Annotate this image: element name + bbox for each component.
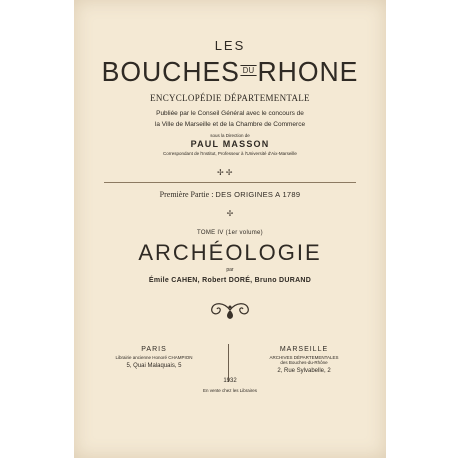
paris-city: PARIS — [141, 346, 167, 353]
volume-title: ARCHÉOLOGIE — [138, 240, 322, 265]
par-label: par — [226, 267, 234, 273]
director-title: Correspondant de l'Institut, Professeur à l'Université d'Aix-Marseille — [163, 151, 297, 156]
tome-label: TOME IV (1er volume) — [197, 230, 263, 236]
ornament-icon: ✢ ✢ — [217, 168, 233, 177]
publisher-line-1: Publiée par le Conseil Général avec le concours de — [156, 110, 304, 117]
sale-note: En vente chez les Libraires — [202, 388, 258, 393]
imprint-paris — [84, 346, 224, 369]
paris-publisher: Librairie ancienne Honoré CHAMPION — [115, 355, 193, 360]
book-title-page — [74, 0, 386, 458]
part-title: DES ORIGINES A 1789 — [215, 190, 301, 199]
director-name: PAUL MASSON — [190, 139, 270, 149]
part-prefix: Première Partie : — [159, 190, 214, 199]
marseille-publisher-2: des Bouches-du-Rhône — [280, 360, 328, 365]
main-title-left: BOUCHES — [101, 56, 240, 87]
title-article: LES — [214, 38, 246, 53]
authors: Émile CAHEN, Robert DORÉ, Bruno DURAND — [148, 277, 312, 284]
publication-year: 1932 — [223, 378, 237, 384]
main-title-du: DU — [242, 66, 255, 76]
divider-rule — [104, 182, 356, 183]
paris-address: 5, Quai Malaquais, 5 — [126, 363, 182, 369]
imprint-marseille — [234, 346, 374, 374]
marseille-city: MARSEILLE — [279, 346, 329, 353]
part-heading — [74, 190, 386, 199]
fleuron-icon — [206, 300, 254, 320]
marseille-address: 2, Rue Sylvabelle, 2 — [277, 368, 331, 374]
ornament-mid-icon: ✢ — [226, 209, 234, 218]
direction-label: sous la Direction de — [210, 133, 250, 138]
main-title — [82, 56, 378, 88]
marseille-publisher-1: ARCHIVES DÉPARTEMENTALES — [269, 355, 339, 360]
publisher-line-2: la Ville de Marseille et de la Chambre de Commerce — [154, 121, 306, 128]
subtitle: ENCYCLOPÉDIE DÉPARTEMENTALE — [150, 93, 310, 103]
imprint-divider — [228, 344, 230, 382]
main-title-right: RHONE — [257, 56, 359, 87]
